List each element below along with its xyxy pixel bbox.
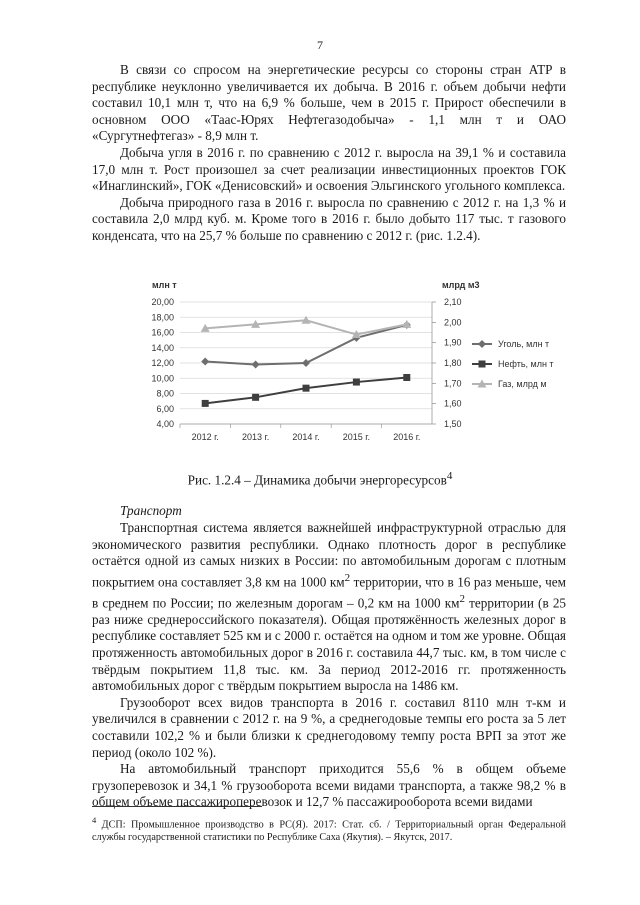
energy-production-chart (120, 262, 560, 457)
left-tick-label: 4,00 (156, 419, 174, 429)
right-tick-label: 1,90 (444, 337, 462, 348)
figure-caption (0, 470, 640, 488)
text-run: На автомобильный транспорт приходится 55,6 % в общем объеме грузоперевозок и 34,1 % грузооборота всеми видами транспорта, а также 98,2 % в общем объеме пассажироперевозок и 12,7 % пассажирооборота всеми видами (92, 761, 566, 810)
right-axis-label: млрд м3 (442, 280, 480, 290)
right-tick-label: 1,60 (444, 398, 462, 409)
legend-marker-1 (479, 361, 486, 368)
data-point-1-2 (303, 385, 310, 392)
footnote-mark: 4 (92, 815, 97, 825)
legend-label-1: Нефть, млн т (498, 359, 554, 369)
left-tick-label: 8,00 (156, 388, 174, 399)
footnote (92, 814, 566, 844)
footnote-text: ДСП: Промышленное производство в РС(Я). 2017: Стат. сб. / Территориальный орган Федеральной службы государственной статистики по Республике Саха (Якутия). – Якутск, 2017. (92, 819, 566, 844)
data-point-1-3 (353, 379, 360, 386)
left-tick-label: 16,00 (151, 327, 174, 338)
data-point-2-4 (402, 320, 411, 328)
section-heading: Транспорт (120, 503, 182, 518)
data-point-0-2 (302, 359, 310, 367)
paragraph-coal: Добыча угля в 2016 г. по сравнению с 2012 г. выросла на 39,1 % и составила 17,0 млн т. Рост произошел за счет реализации инвестиционных проектов ГОК «Инаглинский», ГОК «Денисовский» и освоения Эльгинского угольного комплекса. (92, 144, 566, 194)
right-tick-label: 1,50 (444, 419, 462, 429)
x-tick-label: 2016 г. (393, 432, 421, 442)
right-tick-label: 2,00 (444, 317, 462, 328)
x-tick-label: 2012 г. (191, 432, 219, 442)
paragraph-freight (92, 695, 566, 761)
superscript: 2 (344, 571, 351, 584)
left-tick-label: 10,00 (151, 373, 174, 384)
paragraph-auto (92, 761, 566, 811)
right-tick-label: 1,70 (444, 378, 462, 389)
left-tick-label: 14,00 (151, 342, 174, 353)
left-tick-label: 18,00 (151, 312, 174, 323)
data-point-1-4 (403, 374, 410, 381)
left-axis-label: млн т (152, 280, 177, 290)
x-tick-label: 2015 г. (342, 432, 371, 442)
caption-footnote-ref: 4 (446, 470, 453, 482)
text-run: территории, что в 16 раз меньше, чем в среднем по России; по железным дорогам – 0,2 км на 1000 км (92, 574, 566, 611)
left-tick-label: 12,00 (151, 358, 174, 368)
text-run: Транспортная система является важнейшей инфраструктурной отраслью для экономического развития республики. Однако плотность дорог в республике остаётся одной из самых низких в России: по автомобильным дорогам с плотным покрытием она составляет 3,8 км на 1000 км (92, 520, 566, 590)
data-point-1-0 (202, 400, 209, 407)
left-tick-label: 6,00 (156, 403, 174, 414)
paragraph-gas: Добыча природного газа в 2016 г. выросла по сравнению с 2012 г. на 1,3 % и составила 2,0 млрд куб. м. Кроме того в 2016 г. было добыто 117 тыс. т газового конденсата, что на 25,7 % больше по сравнению с 2012 г. (рис. 1.2.4). (92, 194, 566, 243)
superscript: 2 (459, 592, 466, 605)
paragraph-roads (92, 520, 566, 695)
legend-marker-0 (478, 340, 486, 348)
transport-text (92, 520, 566, 811)
caption-text: Рис. 1.2.4 – Динамика добычи энергоресурсов (187, 472, 447, 488)
page-number: 7 (317, 38, 323, 52)
text-run: Грузооборот всех видов транспорта в 2016 г. составил 8110 млн т-км и увеличился в сравнении с 2012 г. на 9 %, а среднегодовые темпы его роста за 5 лет составили 102,2 % и были близки к среднегодовому темпу роста ВРП за этот же период (около 102 %). (92, 694, 566, 760)
data-point-0-0 (201, 357, 209, 365)
right-tick-label: 2,10 (444, 297, 462, 307)
right-tick-label: 1,80 (444, 358, 462, 368)
data-point-1-1 (252, 394, 259, 401)
text-run: территории (в 25 раз ниже среднероссийского показателя). Общая протяжённость железных дорог в республике составляет 525 км и с 2000 г. остаётся на одном и том же уровне. Общая протяженность автомобильных дорог в 2016 г. составила 44,7 тыс. км, в том числе с твёрдым покрытием 11,8 тыс. км. За период 2012-2016 гг. протяженность автомобильных дорог с твёрдым покрытием выросла на 1486 км. (92, 595, 567, 694)
legend-label-2: Газ, млрд м (498, 379, 547, 389)
x-tick-label: 2013 г. (241, 432, 270, 442)
left-tick-label: 20,00 (151, 297, 174, 307)
intro-text (92, 62, 566, 245)
paragraph-oil: В связи со спросом на энергетические ресурсы со стороны стран АТР в республике неуклонно увеличивается их добыча. В 2016 г. объем добычи нефти составил 10,1 млн т, что на 6,9 % больше, чем в 2015 г. Прирост обеспечили в основном ООО «Таас-Юрях Нефтегазодобыча» - 1,1 млн т и ОАО «Сургутнефтегаз» - 8,9 млн т. (92, 62, 566, 144)
x-tick-label: 2014 г. (292, 432, 320, 442)
legend-label-0: Уголь, млн т (498, 339, 550, 349)
data-point-0-1 (252, 361, 260, 369)
footnote-separator (92, 806, 262, 807)
